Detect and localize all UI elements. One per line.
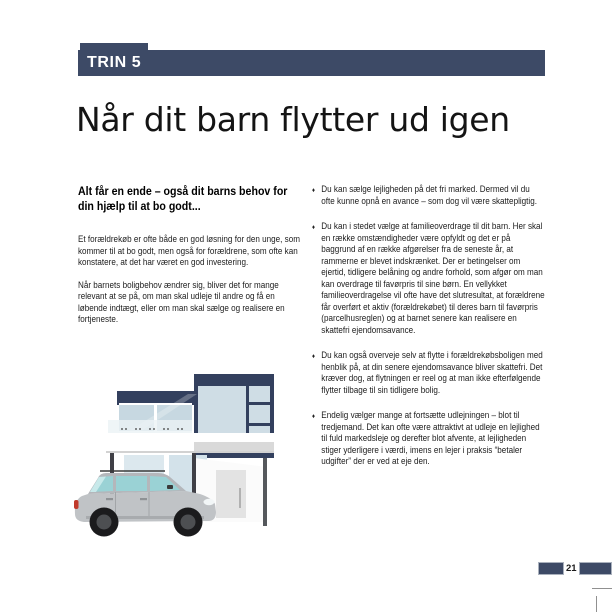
page-number: 21 — [566, 563, 577, 574]
intro-paragraph-1: Et forældrekøb er ofte både en god løsning for den unge, som kommer til at bo godt, men også for forældrene, som ofte kan konstatere, at det har været en god investering. — [78, 234, 300, 267]
bullet-text: Du kan også overveje selv at flytte i forældrekøbsboligen med henblik på, at din senere ejendomsavance bliver skattefri. Det kræver dog, at flytningen er reel og at man ikke efterfølgende flytter tilbage til sin tidligere bolig. — [321, 350, 543, 395]
bullet-item — [312, 350, 545, 396]
page-title: Når dit barn flytter ud igen — [76, 100, 510, 139]
bullet-text: Du kan i stedet vælge at familieoverdrage til dit barn. Her skal en række omstændigheder være opfyldt og det er på baggrund af en række afgørelser fra de seneste år, at rammerne er blevet indskrænket. Der er betingelser om ejertid, tidligere belåning og andre forhold, som afgør om man kan overdrage til favørpris til sine børn. En vellykket familieoverdragelse vil ofte have det slutresultat, at forældrene får overført et aktiv (forældrekøbet) til deres barn til favørpris (parcelhusreglen) og at barnet senere kan realisere en skattefri ejendomsavance. — [321, 221, 545, 335]
step-header-bar — [78, 50, 545, 76]
bullet-diamond-icon: ♦ — [312, 413, 315, 420]
bullet-text: Du kan sælge lejligheden på det fri marked. Dermed vil du ofte kunne opnå en avance – som dog vil være skattepligtig. — [321, 184, 537, 206]
bullet-item — [312, 410, 545, 468]
page-footer — [538, 562, 612, 575]
bullet-diamond-icon: ♦ — [312, 224, 315, 231]
bullet-diamond-icon: ♦ — [312, 353, 315, 360]
footer-bar-right — [579, 562, 612, 575]
step-tab-accent — [80, 43, 148, 50]
right-column — [312, 184, 545, 482]
bullet-item — [312, 221, 545, 336]
house-car-illustration — [66, 366, 310, 558]
crop-mark-vertical — [596, 596, 597, 612]
crop-mark-horizontal — [592, 588, 612, 589]
bullet-item — [312, 184, 545, 207]
bullet-text: Endelig vælger mange at fortsætte udlejningen – blot til tredjemand. Det kan ofte være attraktivt at udleje en lejlighed til fuld markedsleje og derefter blot afvente, at lejligheden stiger yderligere i værdi, imens en lejer i praksis “betaler udgifter” der er ved at eje den. — [321, 410, 540, 466]
intro-paragraph-2: Når barnets boligbehov ændrer sig, bliver det for mange relevant at se på, om man skal udleje til andre og få en løbende indtægt, eller om man skal sælge og realisere en fortjeneste. — [78, 279, 285, 324]
section-heading: Alt får en ende – også dit barns behov for din hjælp til at bo godt... — [78, 184, 288, 213]
footer-bar-left — [538, 562, 564, 575]
step-label: TRIN 5 — [87, 54, 142, 71]
bullet-diamond-icon: ♦ — [312, 187, 315, 194]
